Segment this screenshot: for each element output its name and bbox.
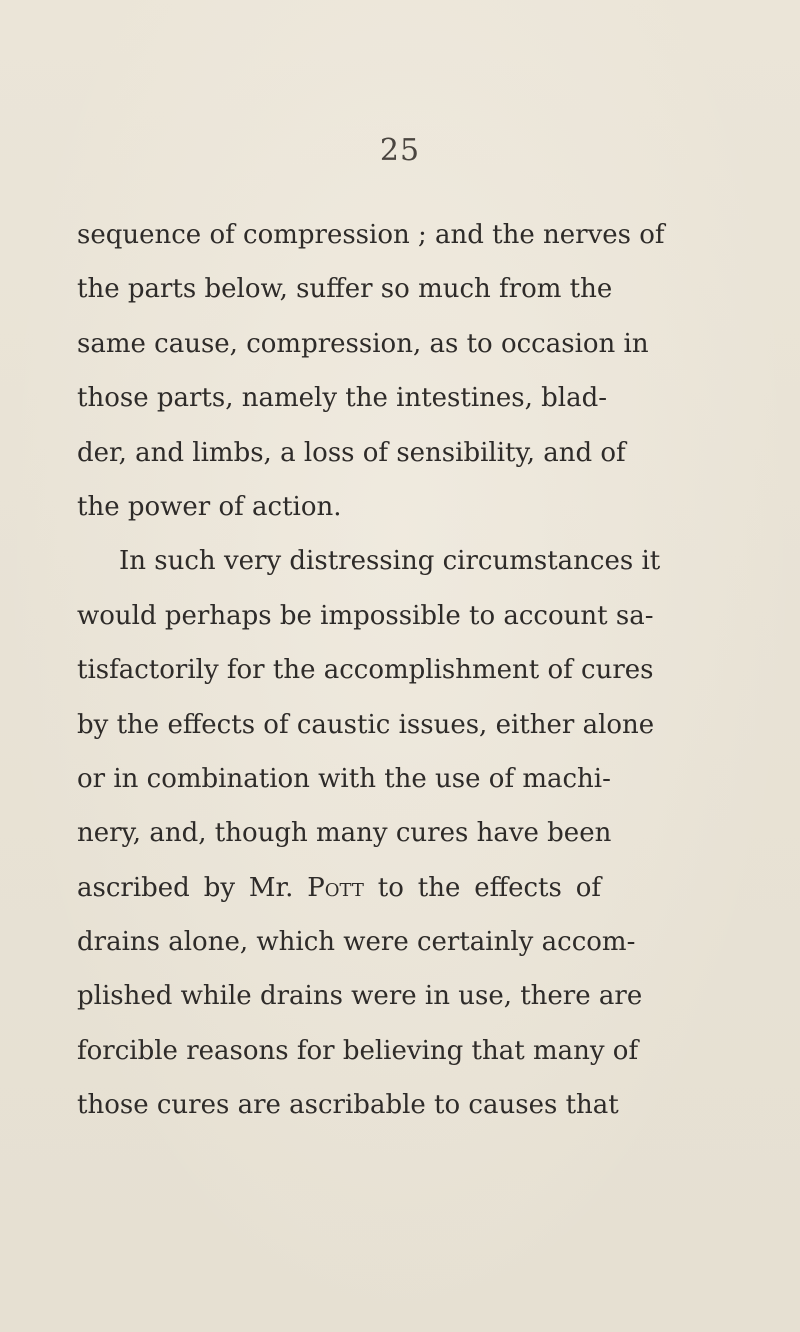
text-line: those parts, namely the intestines, blad- bbox=[77, 383, 608, 414]
text-line: same cause, compression, as to occasion in bbox=[77, 328, 649, 359]
author-name-pott: Pott bbox=[307, 872, 364, 903]
text-line: would perhaps be impossible to account sa- bbox=[77, 600, 654, 631]
text-line: nery, and, though many cures have been bbox=[77, 818, 612, 849]
text-line: sequence of compression ; and the nerves of bbox=[77, 220, 665, 250]
text-line: or in combination with the use of machi- bbox=[77, 763, 611, 794]
text-line: plished while drains were in use, there are bbox=[77, 981, 643, 1012]
text-fragment: to the effects of bbox=[363, 872, 601, 903]
text-line: by the effects of caustic issues, either alone bbox=[77, 709, 655, 740]
text-line: the parts below, suffer so much from the bbox=[77, 274, 613, 305]
text-line: der, and limbs, a loss of sensibility, and of bbox=[77, 437, 626, 468]
text-line: drains alone, which were certainly accom- bbox=[77, 927, 636, 958]
text-line-with-name bbox=[77, 861, 601, 915]
body-text bbox=[77, 208, 665, 1133]
text-line-paragraph-end: the power of action. bbox=[77, 491, 342, 522]
text-line-paragraph-start: In such very distressing circumstances it bbox=[119, 546, 661, 577]
text-fragment: ascribed by Mr. bbox=[77, 872, 308, 903]
text-line: tisfactorily for the accomplishment of cures bbox=[77, 655, 654, 686]
text-line: forcible reasons for believing that many of bbox=[77, 1035, 639, 1066]
page-number: 25 bbox=[379, 133, 421, 168]
text-line: those cures are ascribable to causes that bbox=[77, 1090, 619, 1121]
